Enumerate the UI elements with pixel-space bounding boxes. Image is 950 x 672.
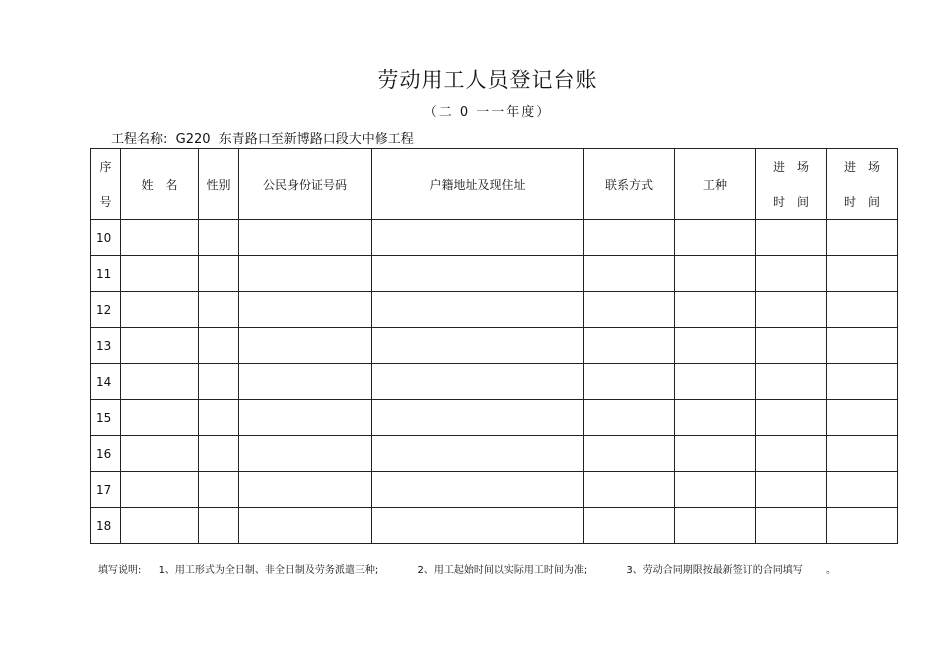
- ledger-table: [90, 148, 898, 544]
- table-cell[interactable]: [675, 508, 756, 544]
- table-cell[interactable]: [239, 472, 372, 508]
- ledger-body: [91, 220, 898, 544]
- table-row: [91, 436, 898, 472]
- table-cell[interactable]: [756, 256, 827, 292]
- table-cell[interactable]: [372, 436, 584, 472]
- table-cell[interactable]: [827, 220, 898, 256]
- table-cell[interactable]: [372, 472, 584, 508]
- table-row: [91, 220, 898, 256]
- table-row: [91, 472, 898, 508]
- table-cell[interactable]: [827, 436, 898, 472]
- table-row: [91, 508, 898, 544]
- table-cell[interactable]: [372, 364, 584, 400]
- table-cell[interactable]: [675, 472, 756, 508]
- table-cell[interactable]: [239, 292, 372, 328]
- header-entry2-bottom: 时 间: [843, 195, 880, 209]
- table-cell[interactable]: [584, 328, 675, 364]
- table-cell[interactable]: [121, 256, 199, 292]
- table-cell[interactable]: [675, 436, 756, 472]
- table-cell[interactable]: [584, 508, 675, 544]
- row-number: 16: [91, 436, 121, 472]
- table-cell[interactable]: [827, 508, 898, 544]
- row-number: 13: [91, 328, 121, 364]
- row-number: 11: [91, 256, 121, 292]
- table-row: [91, 292, 898, 328]
- table-row: [91, 400, 898, 436]
- table-cell[interactable]: [756, 328, 827, 364]
- table-cell[interactable]: [121, 400, 199, 436]
- header-job-type: 工种: [675, 149, 756, 220]
- table-row: [91, 328, 898, 364]
- table-cell[interactable]: [827, 364, 898, 400]
- table-cell[interactable]: [756, 364, 827, 400]
- header-entry2-top: 进 场: [843, 160, 880, 174]
- table-cell[interactable]: [239, 256, 372, 292]
- table-cell[interactable]: [199, 508, 239, 544]
- header-gender: 性别: [199, 149, 239, 220]
- table-cell[interactable]: [121, 508, 199, 544]
- table-cell[interactable]: [756, 436, 827, 472]
- row-number: 18: [91, 508, 121, 544]
- table-cell[interactable]: [675, 292, 756, 328]
- table-cell[interactable]: [756, 220, 827, 256]
- table-cell[interactable]: [675, 328, 756, 364]
- row-number: 10: [91, 220, 121, 256]
- table-cell[interactable]: [199, 472, 239, 508]
- table-cell[interactable]: [372, 400, 584, 436]
- header-address: 户籍地址及现住址: [372, 149, 584, 220]
- row-number: 12: [91, 292, 121, 328]
- header-entry-bottom: 时 间: [772, 195, 809, 209]
- table-cell[interactable]: [372, 328, 584, 364]
- header-entry-time: [756, 149, 827, 220]
- table-cell[interactable]: [372, 256, 584, 292]
- header-seq-bottom: 号: [99, 195, 112, 209]
- header-row: [91, 149, 898, 220]
- table-cell[interactable]: [239, 436, 372, 472]
- table-cell[interactable]: [199, 364, 239, 400]
- table-cell[interactable]: [239, 364, 372, 400]
- table-cell[interactable]: [756, 400, 827, 436]
- table-cell[interactable]: [756, 292, 827, 328]
- table-cell[interactable]: [239, 400, 372, 436]
- footer-note-3: 3、劳动合同期限按最新签订的合同填写: [626, 565, 803, 576]
- table-cell[interactable]: [121, 364, 199, 400]
- table-cell[interactable]: [675, 256, 756, 292]
- table-cell[interactable]: [121, 292, 199, 328]
- project-name: G220 东青路口至新博路口段大中修工程: [175, 132, 414, 147]
- table-cell[interactable]: [584, 292, 675, 328]
- table-cell[interactable]: [121, 220, 199, 256]
- table-cell[interactable]: [675, 364, 756, 400]
- table-cell[interactable]: [675, 400, 756, 436]
- table-cell[interactable]: [239, 220, 372, 256]
- header-seq-top: 序: [99, 160, 112, 174]
- header-name: 姓 名: [121, 149, 199, 220]
- footer-note-1: 1、用工形式为全日制、非全日制及劳务派遣三种;: [158, 565, 379, 576]
- header-seq: [91, 149, 121, 220]
- document-title: 劳动用工人员登记台账: [377, 68, 598, 92]
- table-cell[interactable]: [239, 508, 372, 544]
- table-cell[interactable]: [827, 472, 898, 508]
- footer-notes: [98, 561, 836, 576]
- table-cell[interactable]: [584, 436, 675, 472]
- header-contact: 联系方式: [584, 149, 675, 220]
- table-row: [91, 256, 898, 292]
- row-number: 15: [91, 400, 121, 436]
- table-cell[interactable]: [584, 472, 675, 508]
- table-cell[interactable]: [121, 472, 199, 508]
- footer-note-2: 2、用工起始时间以实际用工时间为准;: [417, 565, 588, 576]
- table-cell[interactable]: [756, 508, 827, 544]
- header-entry-time-2: [827, 149, 898, 220]
- table-cell[interactable]: [584, 364, 675, 400]
- table-cell[interactable]: [827, 400, 898, 436]
- table-cell[interactable]: [372, 220, 584, 256]
- project-line: [111, 128, 414, 147]
- header-entry-top: 进 场: [772, 160, 809, 174]
- table-cell[interactable]: [199, 256, 239, 292]
- table-cell[interactable]: [372, 508, 584, 544]
- table-cell[interactable]: [199, 220, 239, 256]
- table-cell[interactable]: [199, 328, 239, 364]
- table-cell[interactable]: [584, 400, 675, 436]
- table-cell[interactable]: [675, 220, 756, 256]
- table-cell[interactable]: [827, 328, 898, 364]
- table-cell[interactable]: [756, 472, 827, 508]
- table-cell[interactable]: [121, 436, 199, 472]
- table-cell[interactable]: [827, 256, 898, 292]
- table-row: [91, 364, 898, 400]
- table-cell[interactable]: [827, 292, 898, 328]
- document-subtitle: （二 0 一一年度）: [423, 105, 552, 120]
- table-cell[interactable]: [239, 328, 372, 364]
- table-cell[interactable]: [372, 292, 584, 328]
- header-id-number: 公民身份证号码: [239, 149, 372, 220]
- table-cell[interactable]: [199, 400, 239, 436]
- table-cell[interactable]: [584, 220, 675, 256]
- table-cell[interactable]: [199, 436, 239, 472]
- table-cell[interactable]: [584, 256, 675, 292]
- table-cell[interactable]: [121, 328, 199, 364]
- footer-end: 。: [825, 565, 836, 576]
- table-cell[interactable]: [199, 292, 239, 328]
- row-number: 17: [91, 472, 121, 508]
- footer-label: 填写说明:: [98, 565, 142, 576]
- project-label: 工程名称:: [111, 132, 168, 147]
- row-number: 14: [91, 364, 121, 400]
